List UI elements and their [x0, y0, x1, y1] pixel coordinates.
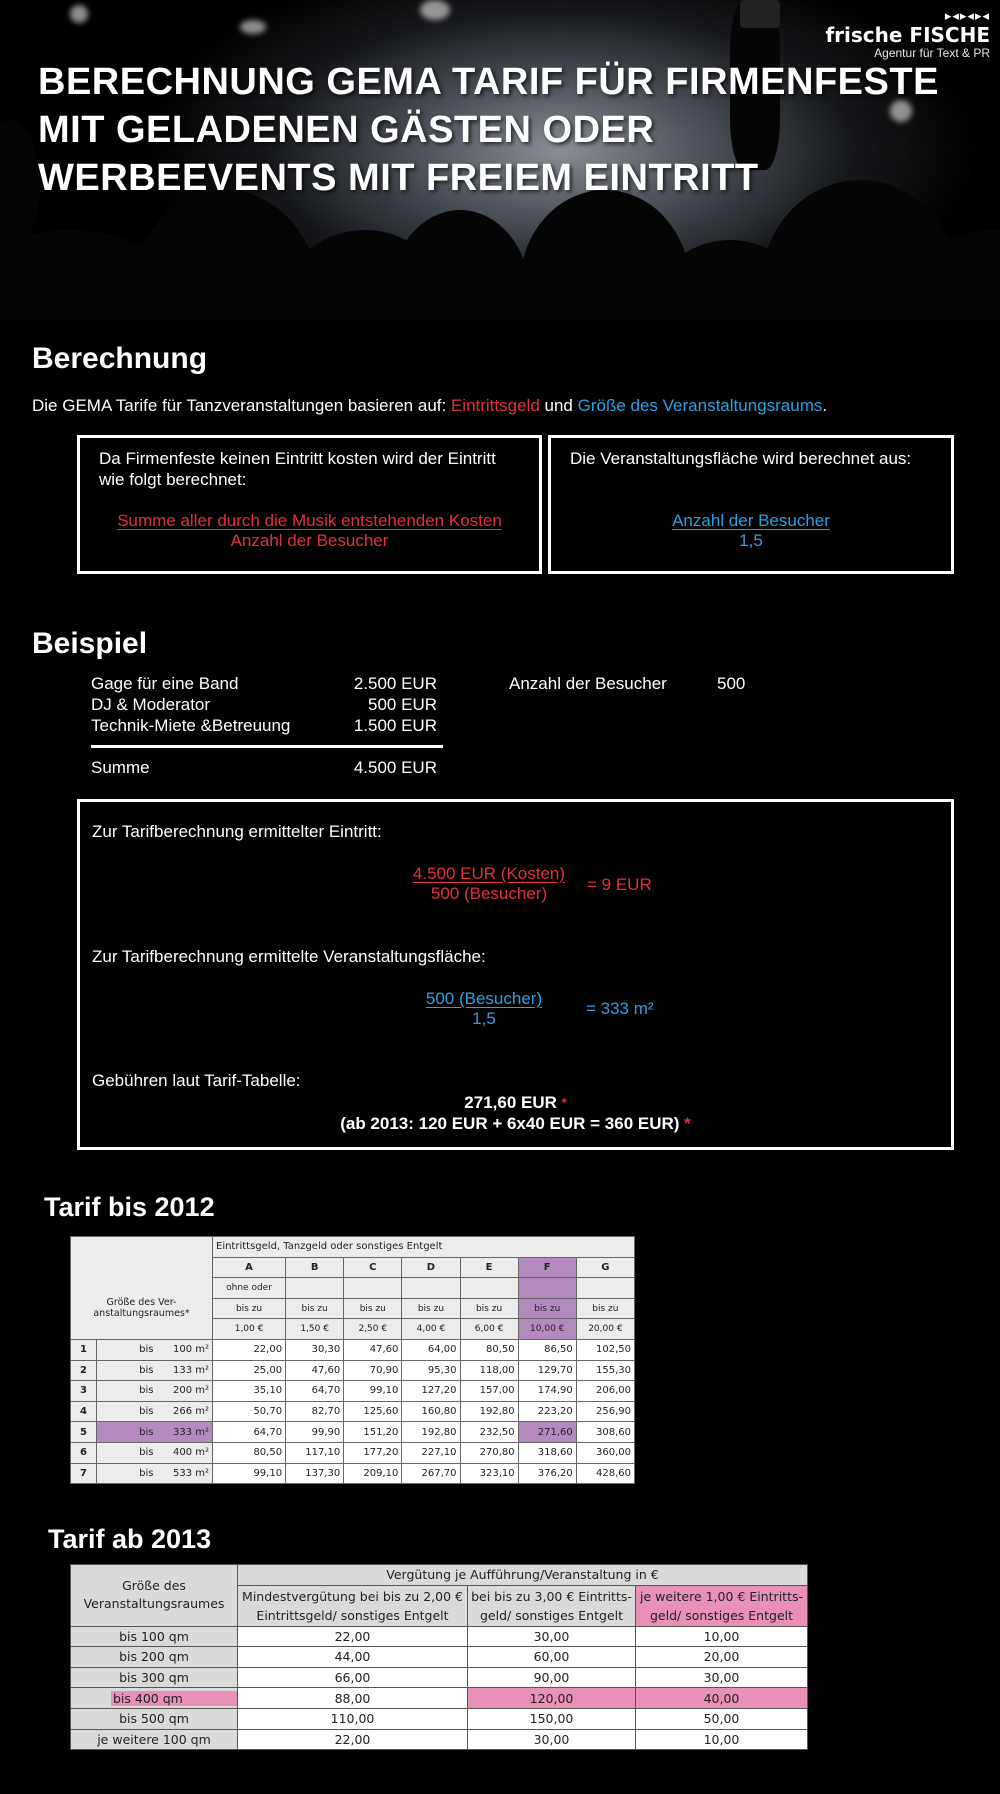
tarif-cell: 64,00 [402, 1339, 460, 1360]
row-number: 1 [71, 1339, 97, 1360]
tarif-cell: 192,80 [460, 1401, 518, 1422]
tarif-cell: 64,70 [213, 1422, 286, 1443]
tarif-cell: 64,70 [286, 1381, 344, 1402]
row-size: 333 m² [157, 1422, 213, 1443]
column-letter: F [518, 1257, 576, 1278]
tarif-cell: 82,70 [286, 1401, 344, 1422]
tarif-cell: 155,30 [576, 1360, 634, 1381]
cost-row-label: Gage für eine Band [91, 674, 239, 693]
table-row [71, 1647, 808, 1668]
tarif-cell: 70,90 [344, 1360, 402, 1381]
intro-term-eintrittsgeld: Eintrittsgeld [450, 396, 540, 415]
tarif-cell: 192,80 [402, 1422, 460, 1443]
gebuehren-asterisk: * [561, 1095, 567, 1110]
column-extra [518, 1278, 576, 1299]
row-size-label: bis 300 qm [71, 1667, 238, 1688]
column-bis: bis zu [518, 1298, 576, 1319]
cost-row [0, 674, 437, 696]
tarif-cell: 30,00 [468, 1626, 636, 1647]
row-size: 200 m² [157, 1381, 213, 1402]
column-letter: B [286, 1257, 344, 1278]
visitors-value: 500 [717, 674, 746, 693]
tarif-cell: 86,50 [518, 1339, 576, 1360]
formula-box-flaeche-text: Die Veranstaltungsfläche wird berechnet aus: [570, 449, 912, 468]
tarif-cell: 88,00 [238, 1688, 468, 1709]
gebuehren-value: 271,60 EUR [464, 1093, 557, 1112]
flaeche-label: Zur Tarifberechnung ermittelte Veranstaltungsfläche: [92, 947, 486, 966]
column-price: 10,00 € [518, 1319, 576, 1340]
tarif-cell: 206,00 [576, 1381, 634, 1402]
tarif-cell: 30,30 [286, 1339, 344, 1360]
tarif-cell: 125,60 [344, 1401, 402, 1422]
sum-row [0, 758, 437, 780]
eintritt-fraction [409, 864, 569, 904]
tarif-2013-col-mindest: Mindestvergütung bei bis zu 2,00 € Eintrittsgeld/ sonstiges Entgelt [238, 1585, 468, 1626]
formula-flaeche-numerator: Anzahl der Besucher [672, 511, 830, 530]
row-size: 266 m² [157, 1401, 213, 1422]
tarif-cell: 267,70 [402, 1463, 460, 1484]
tarif-cell: 117,10 [286, 1442, 344, 1463]
column-price: 4,00 € [402, 1319, 460, 1340]
tarif-cell: 318,60 [518, 1442, 576, 1463]
tarif-cell: 271,60 [518, 1422, 576, 1443]
logo-tagline: Agentur für Text & PR [874, 46, 990, 60]
cost-row [0, 695, 437, 717]
formula-flaeche [551, 511, 951, 551]
tarif-cell: 160,80 [402, 1401, 460, 1422]
column-bis: bis zu [344, 1298, 402, 1319]
tarif-cell: 102,50 [576, 1339, 634, 1360]
formula-eintritt-numerator: Summe aller durch die Musik entstehenden Kosten [117, 511, 502, 530]
tarif-cell: 137,30 [286, 1463, 344, 1484]
section-heading-tarif-2013: Tarif ab 2013 [48, 1524, 212, 1554]
row-size: 100 m² [157, 1339, 213, 1360]
column-letter: D [402, 1257, 460, 1278]
tarif-cell: 35,10 [213, 1381, 286, 1402]
column-price: 20,00 € [576, 1319, 634, 1340]
tarif-2013-group-header: Vergütung je Aufführung/Veranstaltung in € [238, 1565, 808, 1586]
tarif-cell: 40,00 [636, 1688, 808, 1709]
tarif-cell: 174,90 [518, 1381, 576, 1402]
column-bis: bis zu [213, 1298, 286, 1319]
gebuehren-2013-asterisk: * [684, 1114, 691, 1133]
tarif-cell: 151,20 [344, 1422, 402, 1443]
column-letter: E [460, 1257, 518, 1278]
table-row [71, 1667, 808, 1688]
table-row [71, 1442, 635, 1463]
sum-label: Summe [91, 758, 150, 777]
column-extra [344, 1278, 402, 1299]
column-letter: G [576, 1257, 634, 1278]
cost-row-value: 1.500 EUR [353, 716, 437, 735]
cost-row-label: DJ & Moderator [91, 695, 211, 714]
intro-prefix: Die GEMA Tarife für Tanzveranstaltungen basieren auf: [32, 396, 447, 415]
hero-banner [0, 0, 1000, 320]
column-price: 1,00 € [213, 1319, 286, 1340]
tarif-cell: 157,00 [460, 1381, 518, 1402]
table-row [71, 1360, 635, 1381]
tarif-cell: 90,00 [468, 1667, 636, 1688]
eintritt-numerator: 4.500 EUR (Kosten) [412, 864, 566, 883]
calculation-box [77, 799, 954, 1150]
tarif-cell: 25,00 [213, 1360, 286, 1381]
tarif-cell: 99,90 [286, 1422, 344, 1443]
tarif-cell: 120,00 [468, 1688, 636, 1709]
table-row [71, 1463, 635, 1484]
row-bis: bis [97, 1463, 157, 1484]
row-size: 400 m² [157, 1442, 213, 1463]
tarif-cell: 99,10 [213, 1463, 286, 1484]
row-size-label: bis 500 qm [71, 1708, 238, 1729]
table-row [71, 1339, 635, 1360]
tarif-cell: 95,30 [402, 1360, 460, 1381]
tarif-2013-size-header: Größe des Veranstaltungsraumes [71, 1565, 238, 1627]
tarif-cell: 10,00 [636, 1729, 808, 1750]
eintritt-denominator: 500 (Besucher) [430, 884, 548, 903]
row-number: 7 [71, 1463, 97, 1484]
tarif-cell: 10,00 [636, 1626, 808, 1647]
table-row [71, 1422, 635, 1443]
gebuehren-2013: (ab 2013: 120 EUR + 6x40 EUR = 360 EUR) [340, 1114, 680, 1133]
tarif-cell: 99,10 [344, 1381, 402, 1402]
tarif-cell: 270,80 [460, 1442, 518, 1463]
page-title: BERECHNUNG GEMA TARIF FÜR FIRMENFESTE MIT GELADENEN GÄSTEN ODER WERBEEVENTS MIT FREIEM EINTRITT [38, 61, 939, 199]
tarif-cell: 22,00 [238, 1729, 468, 1750]
formula-eintritt [80, 511, 539, 551]
row-bis: bis [97, 1360, 157, 1381]
flaeche-result: = 333 m² [586, 999, 654, 1018]
flaeche-fraction [419, 989, 549, 1029]
tarif-cell: 20,00 [636, 1647, 808, 1668]
tarif-cell: 110,00 [238, 1708, 468, 1729]
tarif-cell: 80,50 [213, 1442, 286, 1463]
gebuehren-result [80, 1092, 951, 1134]
brand-logo [825, 8, 990, 60]
tarif-cell: 360,00 [576, 1442, 634, 1463]
tarif-cell: 30,00 [468, 1729, 636, 1750]
table-row [71, 1688, 808, 1709]
row-bis: bis [97, 1422, 157, 1443]
intro-and: und [544, 396, 573, 415]
tarif-cell: 308,60 [576, 1422, 634, 1443]
column-price: 2,50 € [344, 1319, 402, 1340]
tarif-cell: 60,00 [468, 1647, 636, 1668]
column-extra [286, 1278, 344, 1299]
tarif-2013-col-weitere: je weitere 1,00 € Eintritts-geld/ sonstiges Entgelt [636, 1585, 808, 1626]
tarif-cell: 127,20 [402, 1381, 460, 1402]
tarif-cell: 256,90 [576, 1401, 634, 1422]
formula-box-eintritt [77, 435, 542, 574]
tarif-cell: 30,00 [636, 1667, 808, 1688]
column-extra [576, 1278, 634, 1299]
tarif-cell: 323,10 [460, 1463, 518, 1484]
row-size: 133 m² [157, 1360, 213, 1381]
tarif-2013-table [70, 1564, 808, 1750]
tarif-cell: 232,50 [460, 1422, 518, 1443]
column-bis: bis zu [460, 1298, 518, 1319]
table-corner [71, 1237, 213, 1278]
tarif-cell: 47,60 [286, 1360, 344, 1381]
column-price: 1,50 € [286, 1319, 344, 1340]
column-letter: C [344, 1257, 402, 1278]
column-letter: A [213, 1257, 286, 1278]
tarif-cell: 118,00 [460, 1360, 518, 1381]
row-bis: bis [97, 1339, 157, 1360]
gebuehren-label: Gebühren laut Tarif-Tabelle: [92, 1071, 301, 1090]
column-extra [460, 1278, 518, 1299]
cost-row-label: Technik-Miete &Betreuung [91, 716, 291, 735]
section-heading-beispiel: Beispiel [32, 627, 148, 660]
formula-eintritt-denominator: Anzahl der Besucher [230, 531, 389, 550]
table-row [71, 1381, 635, 1402]
row-size-label: bis 100 qm [71, 1626, 238, 1647]
flaeche-denominator: 1,5 [472, 1009, 496, 1028]
fish-logo-icon: ▸◂▸◂▸◂ [944, 8, 990, 23]
tarif-cell: 50,00 [636, 1708, 808, 1729]
row-bis: bis [97, 1442, 157, 1463]
tarif-2013-col-3eur: bei bis zu 3,00 € Eintritts-geld/ sonstiges Entgelt [468, 1585, 636, 1626]
row-number: 2 [71, 1360, 97, 1381]
formula-box-eintritt-text: Da Firmenfeste keinen Eintritt kosten wird der Eintritt wie folgt berechnet: [99, 449, 496, 489]
row-size-label-highlight: bis 400 qm [111, 1691, 237, 1706]
section-heading-tarif-2012: Tarif bis 2012 [44, 1192, 215, 1222]
tarif-cell: 80,50 [460, 1339, 518, 1360]
table-row [71, 1708, 808, 1729]
column-extra [402, 1278, 460, 1299]
sum-value: 4.500 EUR [353, 758, 437, 777]
tarif-cell: 47,60 [344, 1339, 402, 1360]
row-number: 4 [71, 1401, 97, 1422]
table-row [71, 1626, 808, 1647]
tarif-cell: 227,10 [402, 1442, 460, 1463]
tarif-cell: 50,70 [213, 1401, 286, 1422]
sum-divider [91, 745, 443, 748]
tarif-2012-group-header: Eintrittsgeld, Tanzgeld oder sonstiges Entgelt [213, 1237, 635, 1258]
flaeche-numerator: 500 (Besucher) [425, 989, 543, 1008]
row-size-label: bis 200 qm [71, 1647, 238, 1668]
tarif-cell: 376,20 [518, 1463, 576, 1484]
row-number: 5 [71, 1422, 97, 1443]
eintritt-label: Zur Tarifberechnung ermittelter Eintritt: [92, 822, 382, 841]
tarif-cell: 66,00 [238, 1667, 468, 1688]
tarif-cell: 22,00 [238, 1626, 468, 1647]
formula-box-flaeche [548, 435, 954, 574]
cost-row [0, 716, 437, 738]
column-bis: bis zu [576, 1298, 634, 1319]
visitors-label: Anzahl der Besucher [509, 674, 667, 693]
row-size: 533 m² [157, 1463, 213, 1484]
row-bis: bis [97, 1381, 157, 1402]
row-bis: bis [97, 1401, 157, 1422]
cost-row-value: 2.500 EUR [353, 674, 437, 693]
tarif-cell: 223,20 [518, 1401, 576, 1422]
row-size-label: je weitere 100 qm [71, 1729, 238, 1750]
tarif-cell: 129,70 [518, 1360, 576, 1381]
column-bis: bis zu [402, 1298, 460, 1319]
cost-row-value: 500 EUR [368, 695, 437, 714]
row-number: 6 [71, 1442, 97, 1463]
intro-term-raumgroesse: Größe des Veranstaltungsraums [577, 396, 823, 415]
column-bis: bis zu [286, 1298, 344, 1319]
tarif-2012-size-header: Größe des Ver-anstaltungsraumes* [71, 1278, 213, 1340]
column-extra: ohne oder [213, 1278, 286, 1299]
table-row [71, 1401, 635, 1422]
tarif-cell: 22,00 [213, 1339, 286, 1360]
row-size-label [71, 1688, 238, 1709]
section-heading-berechnung: Berechnung [32, 342, 208, 375]
tarif-cell: 428,60 [576, 1463, 634, 1484]
tarif-cell: 177,20 [344, 1442, 402, 1463]
formula-flaeche-denominator: 1,5 [739, 531, 763, 550]
intro-end: . [822, 396, 828, 415]
intro-text [32, 396, 827, 416]
table-row [71, 1729, 808, 1750]
eintritt-result: = 9 EUR [587, 875, 652, 894]
tarif-cell: 209,10 [344, 1463, 402, 1484]
tarif-2012-table [70, 1236, 635, 1484]
logo-brand-name: frische FISCHE [825, 23, 990, 47]
tarif-cell: 44,00 [238, 1647, 468, 1668]
row-number: 3 [71, 1381, 97, 1402]
tarif-cell: 150,00 [468, 1708, 636, 1729]
column-price: 6,00 € [460, 1319, 518, 1340]
